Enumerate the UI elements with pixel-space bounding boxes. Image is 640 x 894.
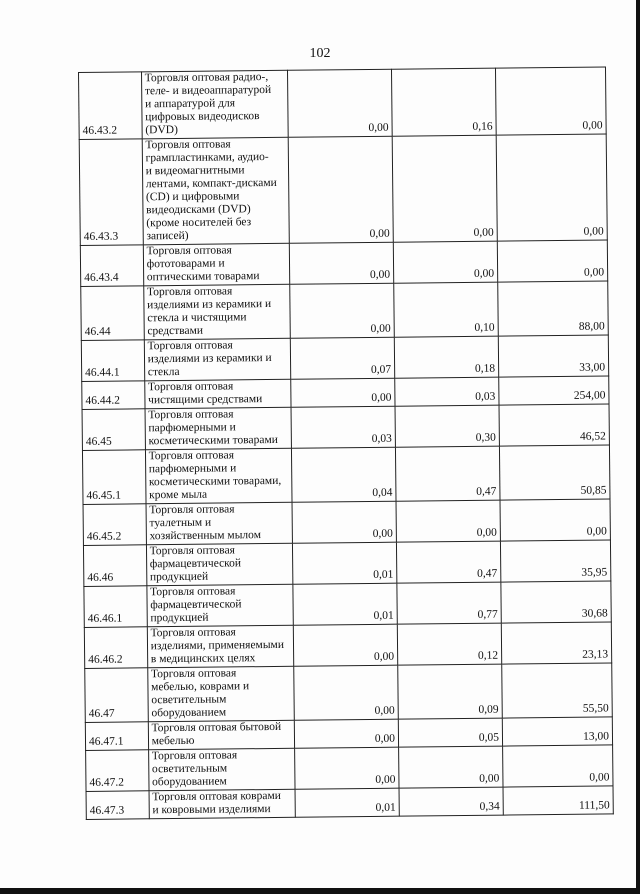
activity-name-line: цифровых видеодисков	[145, 110, 260, 124]
activity-name	[143, 243, 290, 286]
activity-name	[148, 720, 295, 750]
scan-edge-right	[636, 0, 640, 894]
activity-name-line: изделиями из керамики и	[147, 351, 272, 366]
value-col-3: 0,00	[503, 745, 613, 787]
value-col-3: 55,50	[502, 663, 613, 718]
value-col-2: 0,47	[396, 541, 500, 583]
activity-name-line: фармацевтической	[150, 598, 242, 612]
activity-code: 46.47	[85, 668, 148, 723]
activity-name-line: косметическими товарами,	[148, 474, 282, 489]
value-col-1: 0,07	[290, 337, 394, 379]
value-col-1: 0,00	[292, 501, 396, 543]
activity-name-line: Торговля оптовая	[146, 244, 232, 258]
activity-name-line: косметическими товарами	[148, 433, 278, 448]
activity-name	[141, 70, 288, 139]
activity-code: 46.43.4	[80, 245, 143, 287]
table-row	[79, 134, 607, 246]
scan-edge-bottom	[0, 888, 640, 894]
value-col-3: 50,85	[499, 445, 610, 500]
activity-name-line: чистящими средствами	[148, 393, 263, 407]
activity-name-line: осветительным	[151, 762, 228, 776]
value-col-3: 0,00	[497, 240, 607, 282]
activity-name-line: и видеомагнитными	[145, 164, 245, 178]
activity-name-line: туалетным и	[149, 516, 212, 530]
value-col-2: 0,12	[397, 623, 501, 665]
activity-code: 46.44.1	[81, 340, 144, 382]
activity-name-line: изделиями из керамики и	[147, 297, 272, 312]
activity-name-line: продукцией	[149, 570, 209, 584]
table-row	[82, 404, 609, 451]
table-row	[85, 663, 613, 723]
value-col-2: 0,34	[399, 787, 503, 816]
activity-name-line: Торговля оптовая	[151, 749, 238, 763]
value-col-3: 88,00	[498, 281, 609, 336]
value-col-3: 33,00	[498, 335, 608, 377]
activity-name	[147, 584, 294, 627]
activity-name	[144, 338, 291, 381]
activity-name	[149, 789, 296, 819]
activity-code: 46.43.2	[79, 72, 142, 140]
activity-name-line: Торговля оптовая	[149, 544, 236, 558]
value-col-2: 0,16	[391, 68, 496, 136]
activity-name	[142, 137, 289, 245]
table-row	[86, 786, 613, 820]
activity-name-line: Торговля оптовая	[148, 449, 235, 463]
activity-name-line: Торговля оптовая	[146, 285, 233, 299]
value-col-1: 0,00	[288, 136, 393, 243]
table-row	[84, 581, 611, 628]
activity-name	[146, 502, 293, 545]
activity-name-line: средствами	[147, 324, 204, 338]
activity-name-line: теле- и видеоаппаратурой	[144, 83, 272, 98]
activity-name-line: мебелью	[151, 734, 195, 748]
value-col-3: 30,68	[501, 581, 611, 623]
activity-name-line: Торговля оптовая	[149, 503, 235, 517]
activity-name	[148, 748, 295, 791]
activity-name-line: (кроме носителей без	[146, 216, 252, 230]
activity-name-line: Торговля оптовая	[147, 339, 233, 353]
activity-name-line: лентами, компакт-дисками	[145, 176, 277, 191]
activity-name-line: Торговля оптовая	[145, 138, 231, 152]
activity-name-line: (DVD)	[145, 123, 178, 137]
activity-name-line: и ковровыми изделиями	[152, 803, 271, 817]
value-col-2: 0,00	[393, 241, 497, 283]
activity-name-line: оборудованием	[151, 706, 227, 720]
activity-name-line: Торговля оптовая	[147, 380, 234, 394]
activity-code: 46.45.1	[82, 450, 145, 505]
value-col-2: 0,10	[394, 282, 499, 337]
page-number: 102	[309, 46, 331, 61]
value-col-1: 0,04	[291, 447, 396, 502]
activity-name-line: Торговля оптовая	[150, 626, 236, 640]
activity-name-line: оборудованием	[152, 775, 227, 789]
activity-name-line: хозяйственным мылом	[149, 529, 262, 543]
activity-code: 46.47.3	[86, 791, 149, 820]
activity-name	[147, 666, 294, 722]
value-col-1: 0,00	[288, 69, 393, 137]
activity-name-line: изделиями, применяемыми	[150, 638, 285, 653]
activity-name	[143, 284, 290, 340]
okved-table	[78, 66, 614, 819]
value-col-3: 46,52	[499, 404, 609, 446]
activity-name-line: оптическими товарами	[146, 270, 260, 284]
value-col-1: 0,01	[293, 583, 397, 625]
value-col-3: 254,00	[499, 376, 609, 405]
activity-name	[147, 625, 294, 668]
activity-code: 46.43.3	[79, 139, 143, 246]
activity-name-line: парфюмерными и	[148, 462, 237, 476]
activity-name-line: кроме мыла	[149, 488, 208, 502]
activity-name-line: фототоварами и	[146, 257, 225, 271]
value-col-1: 0,00	[294, 665, 399, 720]
table-row	[83, 540, 610, 587]
value-col-2: 0,30	[395, 405, 499, 447]
table-row	[82, 445, 610, 505]
value-col-3: 23,13	[501, 622, 611, 664]
value-col-3: 35,95	[500, 540, 610, 582]
activity-name	[144, 379, 291, 409]
activity-code: 46.44	[81, 286, 144, 341]
table-row	[81, 281, 609, 341]
value-col-2: 0,03	[395, 377, 499, 406]
activity-code: 46.45.2	[83, 504, 146, 546]
value-col-2: 0,05	[398, 718, 502, 747]
activity-name-line: продукцией	[150, 611, 209, 625]
activity-name-line: Торговля оптовая	[150, 667, 237, 681]
activity-name-line: осветительным	[151, 693, 227, 707]
activity-code: 46.45	[82, 409, 145, 451]
value-col-3: 0,00	[496, 134, 607, 241]
table-row	[79, 67, 607, 140]
activity-name-line: мебелью, коврами и	[151, 680, 250, 694]
activity-name-line: стекла	[147, 365, 180, 379]
activity-name-line: и аппаратурой для	[144, 97, 236, 111]
activity-name-line: Торговля оптовая	[150, 585, 236, 599]
activity-name-line: Торговля оптовая радио-,	[144, 71, 269, 85]
value-col-2: 0,47	[395, 446, 500, 501]
activity-name-line: фармацевтической	[149, 557, 242, 571]
activity-name	[145, 407, 292, 450]
activity-name	[146, 543, 293, 586]
activity-name-line: записей)	[146, 229, 189, 243]
value-col-2: 0,18	[394, 336, 498, 378]
value-col-3: 111,50	[503, 786, 613, 815]
value-col-1: 0,01	[295, 788, 399, 817]
value-col-2: 0,00	[396, 500, 500, 542]
activity-name-line: видеодисками (DVD)	[146, 203, 251, 217]
value-col-1: 0,00	[295, 747, 399, 789]
activity-code: 46.47.2	[86, 750, 149, 792]
activity-code: 46.47.1	[85, 722, 148, 751]
value-col-1: 0,00	[293, 624, 397, 666]
table-row	[83, 499, 610, 546]
table-row	[80, 240, 607, 287]
table-row	[81, 335, 608, 382]
activity-name	[145, 448, 292, 504]
activity-name-line: Торговля оптовая	[148, 408, 234, 422]
activity-name-line: грампластинками, аудио-	[145, 151, 269, 165]
value-col-1: 0,03	[291, 406, 395, 448]
value-col-1: 0,00	[291, 378, 395, 407]
value-col-1: 0,01	[292, 542, 396, 584]
value-col-1: 0,00	[289, 242, 393, 284]
activity-name-line: в медицинских целях	[150, 652, 256, 666]
value-col-3: 0,00	[495, 67, 606, 135]
value-col-3: 0,00	[500, 499, 610, 541]
activity-name-line: Торговля оптовая коврами	[152, 789, 281, 804]
value-col-1: 0,00	[290, 283, 395, 338]
table-row	[84, 622, 611, 669]
activity-code: 46.46	[83, 545, 146, 587]
activity-code: 46.46.2	[84, 627, 147, 669]
value-col-2: 0,00	[399, 746, 503, 788]
activity-code: 46.46.1	[84, 586, 147, 628]
table-body	[79, 67, 614, 819]
activity-code: 46.44.2	[82, 381, 145, 410]
activity-name-line: парфюмерными и	[148, 421, 236, 435]
value-col-2: 0,00	[392, 135, 497, 242]
value-col-2: 0,09	[398, 664, 503, 719]
activity-name-line: стекла и чистящими	[147, 311, 247, 325]
value-col-2: 0,77	[397, 582, 501, 624]
value-col-1: 0,00	[294, 719, 398, 748]
table-row	[86, 745, 613, 792]
activity-name-line: Торговля оптовая бытовой	[151, 720, 282, 735]
value-col-3: 13,00	[502, 717, 612, 746]
activity-name-line: (CD) и цифровыми	[145, 190, 240, 204]
